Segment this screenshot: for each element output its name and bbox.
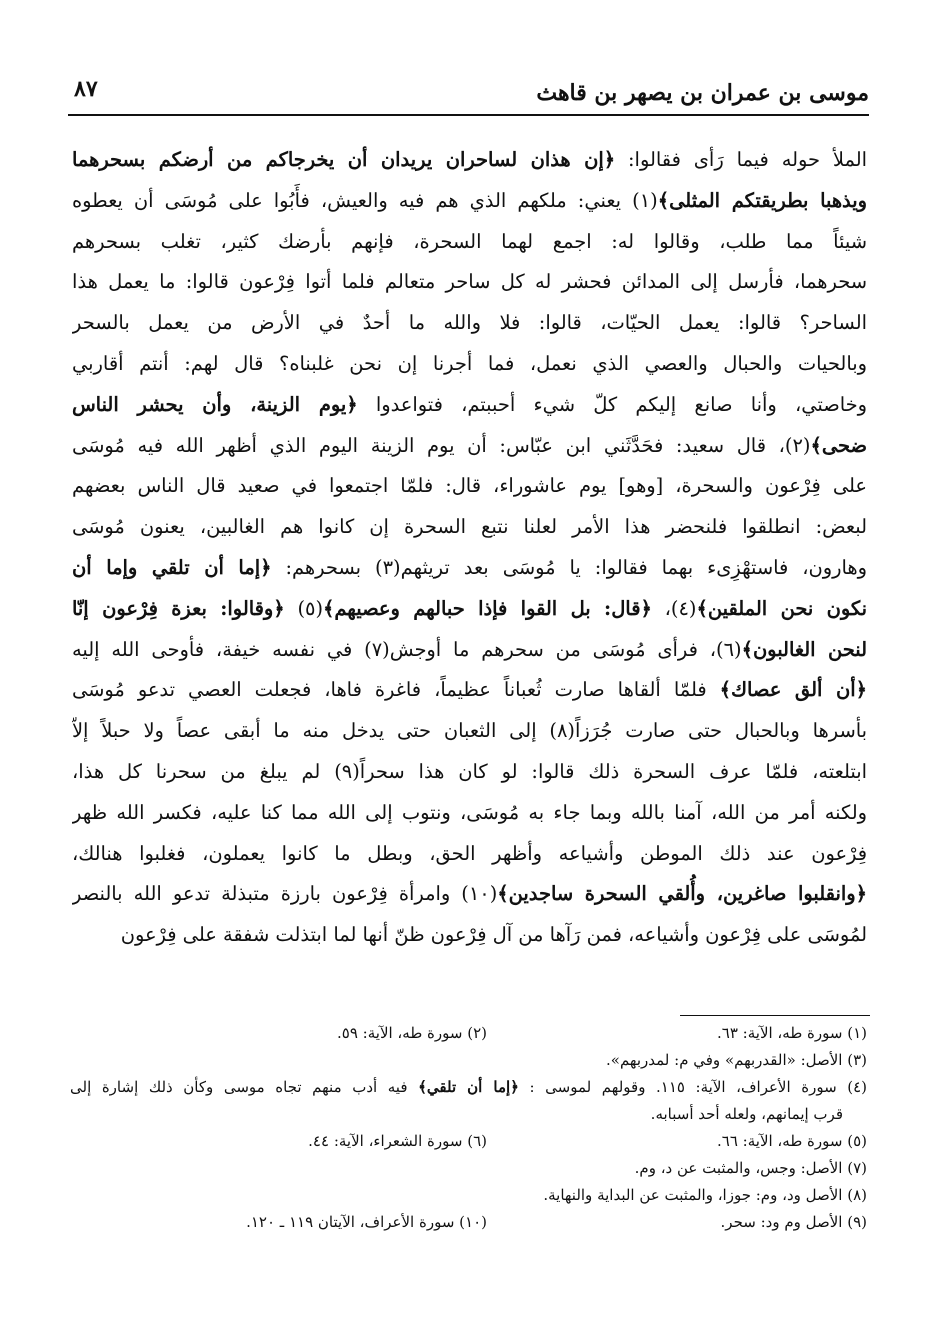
footnote-4-continuation: قرب إيمانهم، ولعله أحد أسبابه. <box>650 1105 843 1123</box>
text-line <box>72 874 867 915</box>
text-line <box>72 752 867 793</box>
main-text <box>72 140 867 956</box>
text-segment: (٤)، <box>651 596 697 620</box>
text-segment: على فِرْعون والسحرة، [وهو] يوم عاشوراء، قال: فلمّا اجتمعوا في صعيد قال الناس بعضهم <box>72 474 867 498</box>
footnote-6: (٦) سورة الشعراء، الآية: ٤٤. <box>308 1132 487 1150</box>
text-segment: لبعض: انطلقوا فلنحضر هذا الأمر لعلنا نتبع السحرة إن كانوا هم الغالبين، يعنون مُوسَى <box>72 515 867 539</box>
text-line <box>72 140 867 181</box>
quran-quote: ﴿أن ألق عصاك﴾ <box>719 678 867 702</box>
text-line <box>72 426 867 467</box>
quran-quote: ﴿وانقلبوا صاغرين، وأُلقي السحرة ساجدين﴾ <box>497 882 867 906</box>
text-segment: فِرْعون عند ذلك الموطن وأشياعه وأظهر الحق، وبطل ما كانوا يعملون، فغلبوا هنالك، <box>72 841 867 865</box>
text-line <box>72 466 867 507</box>
text-line <box>72 589 867 630</box>
quran-quote: نكون نحن الملقين﴾ <box>696 596 867 620</box>
quran-quote: ﴿إما أن تلقي وإما أن <box>72 555 272 579</box>
text-segment: الساحر؟ قالوا: يعمل الحيّات، قالوا: فلا والله ما أحدٌ في الأرض من يعمل بالسحر <box>72 311 867 335</box>
footnote-row <box>70 1182 867 1209</box>
footnote-4-quote: ﴿إما أن تلقي﴾ <box>418 1078 519 1096</box>
text-line <box>72 915 867 956</box>
text-segment: الملأ حوله فيما رَأى فقالوا: <box>615 148 867 171</box>
footnote-row <box>70 1074 867 1101</box>
footnote-7: (٧) الأصل: وجس، والمثبت عن د، وم. <box>634 1159 867 1177</box>
text-segment: بأسرها وبالحبال حتى صارت جُرَزاً(٨) إلى الثعبان حتى يدخل منه ما أبقى عصاً ولا حبلاً إلاّ <box>72 719 867 743</box>
quran-quote: ويذهبا بطريقتكم المثلى﴾ <box>657 188 867 212</box>
footnote-row <box>70 1155 867 1182</box>
footnote-2: (٢) سورة طه، الآية: ٥٩. <box>337 1024 487 1042</box>
footnote-4-text: (٤) سورة الأعراف، الآية: ١١٥. وقولهم لموسى : <box>518 1078 867 1096</box>
footnote-divider <box>680 1015 870 1016</box>
footnote-row <box>70 1128 867 1155</box>
text-line <box>72 222 867 263</box>
text-line <box>72 385 867 426</box>
text-line <box>72 834 867 875</box>
page-number: ٨٧ <box>74 76 98 102</box>
footnote-1: (١) سورة طه، الآية: ٦٣. <box>717 1024 867 1042</box>
text-segment: وهارون، فاستهْزِىء بهما فقالوا: يا مُوسَى بعد تريثهم(٣) بسحرهم: <box>271 555 867 579</box>
footnote-row <box>70 1047 867 1074</box>
quran-quote: ﴿وقالوا: بعزة فِرْعون إنّا <box>72 596 285 620</box>
quran-quote: لنحن الغالبون﴾ <box>741 637 867 661</box>
text-segment: (١٠) وامرأة فِرْعون بارزة متبذلة تدعو الله بالنصر <box>72 882 498 906</box>
text-line <box>72 507 867 548</box>
quran-quote: ﴿يوم الزينة، وأن يحشر الناس <box>72 392 358 416</box>
text-segment: سحرهما، فأرسل إلى المدائن فحشر له كل ساحر متعالم فلما أتوا فِرْعون قالوا: ما يعمل هذا <box>72 270 867 294</box>
text-segment: (٥) <box>284 596 324 620</box>
text-line <box>72 711 867 752</box>
footnote-3: (٣) الأصل: «القدربهم» وفي م: لمدربهم». <box>606 1051 867 1069</box>
footnote-row <box>70 1101 867 1128</box>
footnotes <box>70 1020 867 1236</box>
text-segment: (٦)، فرأى مُوسَى من سحرهم ما أوجش(٧) في نفسه خيفة، فأوحى الله إليه <box>72 637 742 661</box>
text-segment: وخاصتي، وأنا صانع إليكم كلّ شيء أحببتم، فتواعدوا <box>357 392 867 416</box>
quran-quote: ﴿قال: بل القوا فإذا حبالهم وعصيهم﴾ <box>323 596 652 620</box>
footnote-9: (٩) الأصل وم ود: سحر. <box>720 1213 867 1231</box>
text-line <box>72 548 867 589</box>
text-line <box>72 181 867 222</box>
text-line <box>72 793 867 834</box>
text-line <box>72 670 867 711</box>
footnote-5: (٥) سورة طه، الآية: ٦٦. <box>717 1132 867 1150</box>
text-line <box>72 630 867 671</box>
footnote-row <box>70 1209 867 1236</box>
text-line <box>72 303 867 344</box>
text-segment: شيئاً مما طلب، وقالوا له: اجمع لهما السحرة، فإنهم بأرضك كثير، تغلب بسحرهم <box>72 229 867 253</box>
text-segment: لمُوسَى على فِرْعون وأشياعه، فمن رَآها من آل فِرْعون ظنّ أنها لما ابتذلت شفقة على فِرْعون <box>120 923 867 947</box>
footnote-4-text-end: فيه أدب منهم تجاه موسى وكأن ذلك إشارة إلى <box>70 1078 419 1096</box>
text-segment: (٢)، قال سعيد: فحَدَّثَني ابن عبّاس: أن يوم الزينة اليوم الذي أظهر الله فيه مُوسَى <box>72 433 811 457</box>
text-segment: ولكنه أمر من الله، آمنا بالله وبما جاء به مُوسَى، ونتوب إلى الله مما كنا عليه، فكسر الله ظهر <box>72 800 867 824</box>
text-segment: (١) يعني: ملكهم الذي هم فيه والعيش، فأَبُوا على مُوسَى أن يعطوه <box>72 188 658 212</box>
quran-quote: ضحى﴾ <box>810 433 867 457</box>
footnote-4 <box>70 1074 867 1101</box>
footnote-10: (١٠) سورة الأعراف، الآيتان ١١٩ ـ ١٢٠. <box>246 1213 487 1231</box>
page-header <box>68 64 869 116</box>
text-segment: فلمّا ألقاها صارت ثُعباناً عظيماً، فاغرة فاها، فجعلت العصي تدعو مُوسَى <box>72 678 720 702</box>
text-segment: وبالحيات والحبال والعصي الذي نعمل، فما أجرنا إن نحن غلبناه؟ قال لهم: أنتم أقاربي <box>72 351 867 375</box>
text-segment: ابتلعته، فلمّا عرف السحرة ذلك قالوا: لو كان هذا سحراً(٩) لم يبلغ من سحرنا كل هذا، <box>72 759 867 783</box>
text-line <box>72 344 867 385</box>
quran-quote: ﴿إن هذان لساحران يريدان أن يخرجاكم من أرضكم بسحرهما <box>72 148 616 171</box>
text-line <box>72 262 867 303</box>
running-title: موسى بن عمران بن يصهر بن قاهث <box>536 80 869 106</box>
footnote-8: (٨) الأصل ود، وم: جوزا، والمثبت عن البداية والنهاية. <box>543 1186 867 1204</box>
footnote-row <box>70 1020 867 1047</box>
